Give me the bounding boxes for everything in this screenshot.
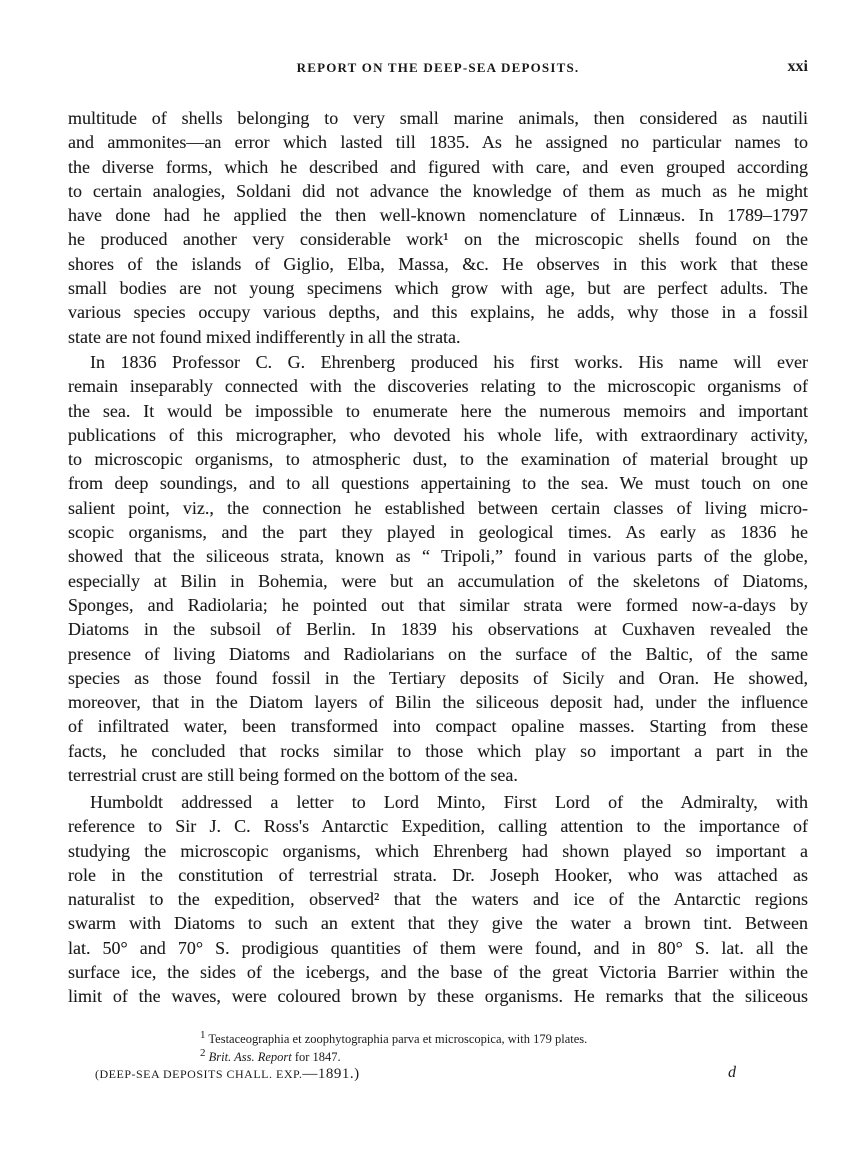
text-line: and ammonites—an error which lasted till 1835. As he assigned no particular names to bbox=[68, 132, 808, 153]
page-header bbox=[68, 60, 808, 80]
text-line: salient point, viz., the connection he established between certain classes of living micro- bbox=[68, 497, 808, 518]
page-number: xxi bbox=[787, 58, 808, 75]
text-line: have done had he applied the then well-known nomenclature of Linnæus. In 1789–1797 bbox=[68, 205, 808, 226]
text-line: scopic organisms, and the part they played in geological times. As early as 1836 he bbox=[68, 522, 808, 543]
text-line: Humboldt addressed a letter to Lord Minto, First Lord of the Admiralty, with bbox=[90, 792, 808, 812]
text-line: the sea. It would be impossible to enumerate here the numerous memoirs and important bbox=[68, 400, 808, 421]
text-line: In 1836 Professor C. G. Ehrenberg produced his first works. His name will ever bbox=[90, 352, 808, 372]
footnote-1 bbox=[200, 1030, 587, 1048]
running-title: REPORT ON THE DEEP-SEA DEPOSITS. bbox=[296, 60, 580, 75]
signature-line bbox=[95, 1066, 360, 1083]
text-line: from deep soundings, and to all questions appertaining to the sea. We must touch on one bbox=[68, 473, 808, 494]
text-line: Diatoms in the subsoil of Berlin. In 1839 his observations at Cuxhaven revealed the bbox=[68, 619, 808, 640]
footnote-citation: Brit. Ass. Report bbox=[208, 1050, 292, 1064]
text-line: remain inseparably connected with the discoveries relating to the microscopic organisms of bbox=[68, 376, 808, 397]
footnote-text: Testaceographia et zoophytographia parva et microscopica, with 179 plates. bbox=[208, 1032, 588, 1046]
text-line: showed that the siliceous strata, known as “ Tripoli,” found in various parts of the globe, bbox=[68, 546, 808, 567]
text-line: of infiltrated water, been transformed into compact opaline masses. Starting from these bbox=[68, 716, 808, 737]
signature-text: (DEEP-SEA DEPOSITS CHALL. EXP. bbox=[95, 1067, 303, 1081]
text-line: moreover, that in the Diatom layers of Bilin the siliceous deposit had, under the influence bbox=[68, 692, 808, 713]
footnote-mark: 2 bbox=[200, 1046, 206, 1059]
text-line: presence of living Diatoms and Radiolarians on the surface of the Baltic, of the same bbox=[68, 643, 808, 664]
footnote-text: for 1847. bbox=[291, 1050, 341, 1064]
paragraph-2 bbox=[68, 350, 808, 787]
text-line: state are not found mixed indifferently in all the strata. bbox=[68, 326, 461, 347]
paragraph-3 bbox=[68, 790, 808, 1009]
text-line: role in the constitution of terrestrial strata. Dr. Joseph Hooker, who was attached as bbox=[68, 864, 808, 885]
text-line: shores of the islands of Giglio, Elba, Massa, &c. He observes in this work that these bbox=[68, 253, 808, 274]
text-line: lat. 50° and 70° S. prodigious quantities of them were found, and in 80° S. lat. all the bbox=[68, 937, 808, 958]
text-line: Sponges, and Radiolaria; he pointed out that similar strata were formed now-a-days by bbox=[68, 594, 808, 615]
text-line: studying the microscopic organisms, which Ehrenberg had shown played so important a bbox=[68, 840, 808, 861]
text-line: he produced another very considerable work¹ on the microscopic shells found on the bbox=[68, 229, 808, 250]
text-line: species as those found fossil in the Tertiary deposits of Sicily and Oran. He showed, bbox=[68, 667, 808, 688]
footnote-2 bbox=[200, 1048, 587, 1066]
text-line: naturalist to the expedition, observed² that the waters and ice of the Antarctic regions bbox=[68, 889, 808, 910]
signature-mark: d bbox=[728, 1064, 736, 1081]
text-line: the diverse forms, which he described and figured with care, and even grouped according bbox=[68, 156, 808, 177]
footnote-mark: 1 bbox=[200, 1028, 206, 1041]
text-line: especially at Bilin in Bohemia, were but an accumulation of the skeletons of Diatoms, bbox=[68, 570, 808, 591]
text-line: facts, he concluded that rocks similar to those which play so important a part in the bbox=[68, 740, 808, 761]
footnotes bbox=[200, 1030, 587, 1066]
paragraph-1 bbox=[68, 106, 808, 349]
text-line: surface ice, the sides of the icebergs, and the base of the great Victoria Barrier within the bbox=[68, 962, 808, 983]
text-line: reference to Sir J. C. Ross's Antarctic Expedition, calling attention to the importance of bbox=[68, 816, 808, 837]
text-line: terrestrial crust are still being formed on the bottom of the sea. bbox=[68, 765, 518, 786]
text-line: to certain analogies, Soldani did not advance the knowledge of them as much as he might bbox=[68, 180, 808, 201]
signature-year: —1891.) bbox=[302, 1066, 360, 1082]
text-line: swarm with Diatoms to such an extent that they give the water a brown tint. Between bbox=[68, 913, 808, 934]
text-line: limit of the waves, were coloured brown by these organisms. He remarks that the siliceous bbox=[68, 986, 808, 1007]
text-line: various species occupy various depths, and this explains, he adds, why those in a fossil bbox=[68, 302, 808, 323]
text-line: multitude of shells belonging to very small marine animals, then considered as nautili bbox=[68, 108, 808, 128]
text-line: to microscopic organisms, to atmospheric dust, to the examination of material brought up bbox=[68, 449, 808, 470]
text-line: publications of this micrographer, who devoted his whole life, with extraordinary activity, bbox=[68, 424, 808, 445]
text-line: small bodies are not young specimens which grow with age, but are perfect adults. The bbox=[68, 278, 808, 299]
